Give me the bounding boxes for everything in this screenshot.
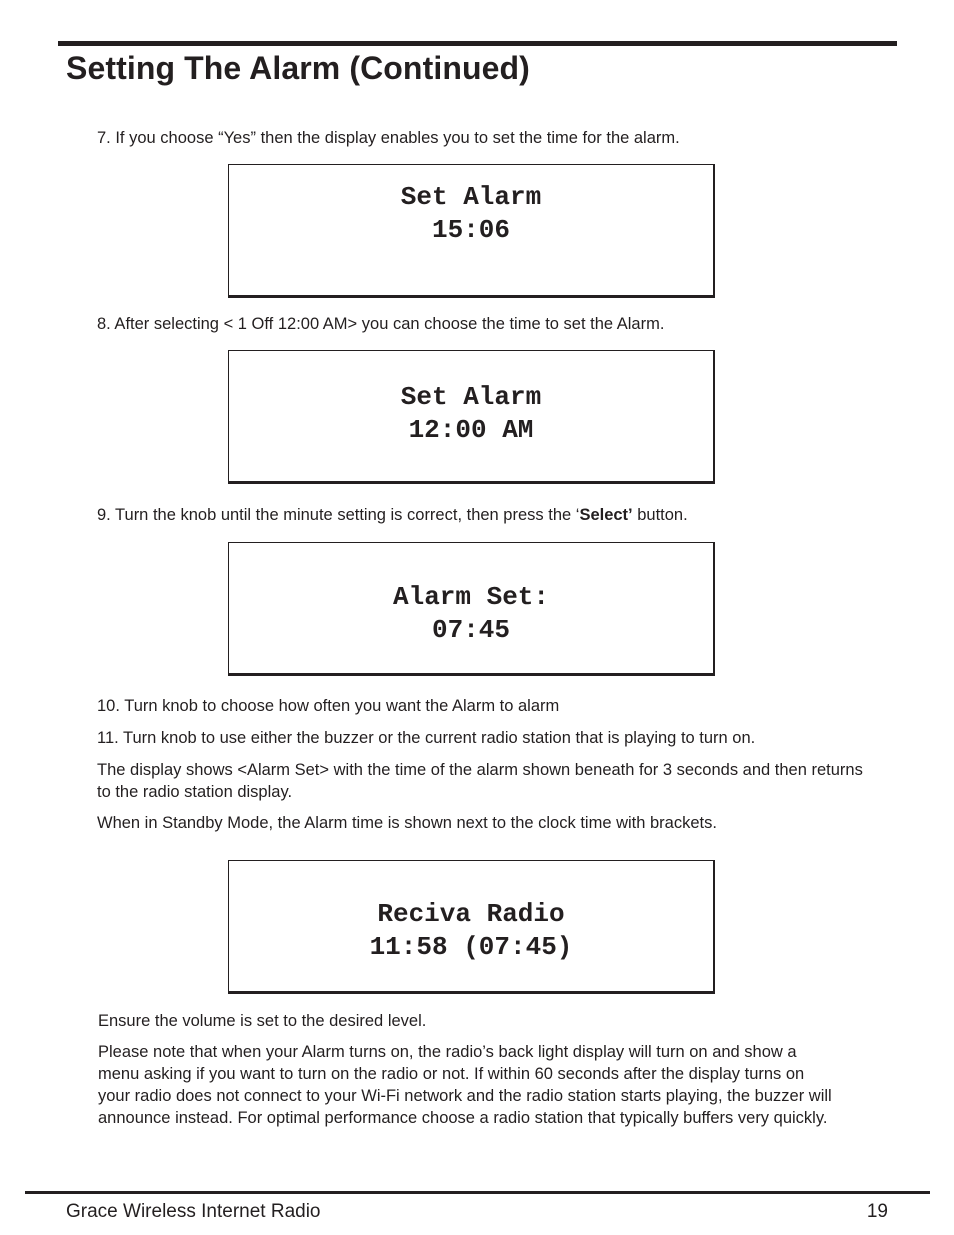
lcd-line-1: Alarm Set: xyxy=(392,582,550,612)
lcd-line-2: 11:58 (07:45) xyxy=(369,932,573,962)
step-8-text: 8. After selecting < 1 Off 12:00 AM> you can choose the time to set the Alarm. xyxy=(97,315,665,333)
step-11-text: 11. Turn knob to use either the buzzer or the current radio station that is playing to turn on. xyxy=(97,729,756,747)
lcd-display-alarm-set xyxy=(228,542,715,676)
volume-paragraph: Ensure the volume is set to the desired level. xyxy=(98,1012,427,1030)
lcd-display-standby xyxy=(228,860,715,994)
select-button-name: Select’ xyxy=(579,506,633,524)
page-title: Setting The Alarm (Continued) xyxy=(66,50,530,86)
lcd-line-1: Set Alarm xyxy=(400,382,542,412)
standby-paragraph: When in Standby Mode, the Alarm time is shown next to the clock time with brackets. xyxy=(97,814,717,832)
step-9-text xyxy=(97,504,688,526)
step-10-text: 10. Turn knob to choose how often you want the Alarm to alarm xyxy=(97,697,560,715)
lcd-line-2: 15:06 xyxy=(431,215,510,245)
step-9-before: 9. Turn the knob until the minute setting is correct, then press the ‘ xyxy=(97,506,580,524)
lcd-line-2: 07:45 xyxy=(431,615,510,645)
footer-product-name: Grace Wireless Internet Radio xyxy=(66,1201,321,1222)
step-7-text: 7. If you choose “Yes” then the display enables you to set the time for the alarm. xyxy=(97,129,680,147)
lcd-display-set-alarm-1 xyxy=(228,164,715,298)
display-shows-paragraph: The display shows <Alarm Set> with the time of the alarm shown beneath for 3 seconds and then returns to the radio station display. xyxy=(97,761,863,801)
footer-page-number: 19 xyxy=(866,1201,888,1222)
bottom-rule xyxy=(25,1191,930,1194)
lcd-line-2: 12:00 AM xyxy=(408,415,534,445)
lcd-display-set-alarm-2 xyxy=(228,350,715,484)
lcd-line-1: Set Alarm xyxy=(400,182,542,212)
top-rule xyxy=(58,41,897,46)
lcd-line-1: Reciva Radio xyxy=(377,899,565,929)
step-9-after: button. xyxy=(632,506,688,524)
alarm-note-paragraph: Please note that when your Alarm turns on, the radio’s back light display will turn on and show a menu asking if you want to turn on the radio or not. If within 60 seconds after the display turns on your radio does not connect to your Wi-Fi network and the radio station starts playing, the buzzer will announce instead. For optimal performance choose a radio station that typically buffers very quickly. xyxy=(98,1043,832,1127)
